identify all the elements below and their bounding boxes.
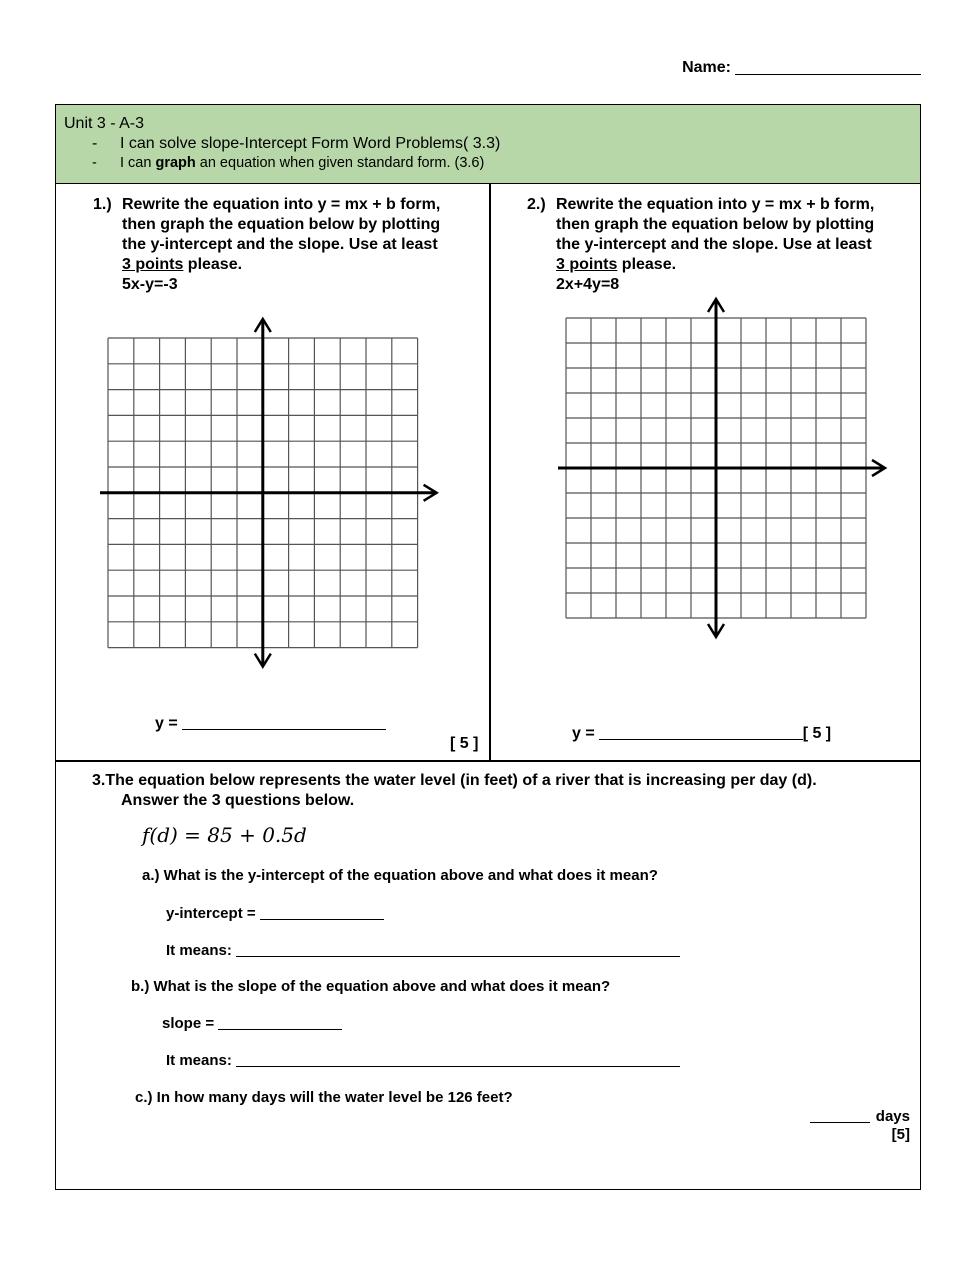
section-divider xyxy=(56,760,920,762)
problem-1-underline: 3 points xyxy=(122,256,184,273)
question-a: a.) What is the y-intercept of the equation above and what does it mean? xyxy=(142,867,658,884)
intercept-meaning-answer[interactable] xyxy=(166,942,680,959)
problem-2-line3: the y-intercept and the slope. Use at least xyxy=(556,236,872,253)
problem-2-line1: Rewrite the equation into y = mx + b form, xyxy=(556,196,875,213)
problem-1-answer-line[interactable] xyxy=(155,715,386,733)
grid-lines xyxy=(100,319,437,667)
objective-2-text xyxy=(120,155,484,171)
problem-1-y-label: y = xyxy=(155,715,178,732)
problem-1-number: 1.) xyxy=(93,196,112,213)
question-b: b.) What is the slope of the equation above and what does it mean? xyxy=(131,978,611,995)
problem-2-line2: then graph the equation below by plotting xyxy=(556,216,875,233)
problem-2-number: 2.) xyxy=(527,196,546,213)
problem-1-y-blank[interactable] xyxy=(182,715,386,730)
column-divider xyxy=(489,184,491,760)
objective-2-dash: - xyxy=(92,155,97,171)
problem-2-answer-line[interactable] xyxy=(572,725,831,743)
objective-2-suffix: an equation when given standard form. (3.6) xyxy=(195,155,485,171)
intercept-means-label: It means: xyxy=(166,942,232,959)
objective-2-bold: graph xyxy=(155,155,196,171)
y-intercept-label: y-intercept = xyxy=(166,905,256,922)
problem-1-line1: Rewrite the equation into y = mx + b form, xyxy=(122,196,441,213)
slope-answer[interactable] xyxy=(162,1015,342,1032)
problem-3-prompt xyxy=(92,771,817,811)
worksheet-frame xyxy=(55,104,921,1190)
y-intercept-blank[interactable] xyxy=(260,906,384,920)
slope-label: slope = xyxy=(162,1015,215,1032)
objective-2-prefix: I can xyxy=(120,155,156,171)
objective-1-text: I can solve slope-Intercept Form Word Problems( 3.3) xyxy=(120,135,501,152)
problem-3-line1: 3.The equation below represents the water level (in feet) of a river that is increasing per day (d). xyxy=(92,772,817,789)
problem-1-after-underline: please. xyxy=(183,256,243,273)
problem-2-points: [ 5 ] xyxy=(802,725,832,742)
problem-3-points: [5] xyxy=(891,1126,910,1143)
water-level-formula: f(d) = 85 + 0.5d xyxy=(142,823,307,847)
days-label: days xyxy=(875,1108,910,1125)
problem-2-y-blank[interactable] xyxy=(599,725,803,740)
intercept-means-blank[interactable] xyxy=(236,943,680,957)
grid-lines xyxy=(558,299,885,637)
problem-2-instructions xyxy=(556,195,916,295)
name-blank[interactable] xyxy=(735,58,921,75)
problem-2-underline: 3 points xyxy=(556,256,618,273)
problem-1-points: [ 5 ] xyxy=(450,735,479,752)
unit-title: Unit 3 - A-3 xyxy=(64,115,145,132)
days-answer[interactable] xyxy=(810,1108,910,1144)
problem-2-equation: 2x+4y=8 xyxy=(556,276,620,293)
y-intercept-answer[interactable] xyxy=(166,905,384,922)
problem-2-graph-grid[interactable] xyxy=(554,293,899,643)
slope-means-label: It means: xyxy=(166,1052,232,1069)
problem-3-line2: Answer the 3 questions below. xyxy=(121,792,355,809)
days-blank[interactable] xyxy=(810,1109,870,1123)
problem-1-line2: then graph the equation below by plotting xyxy=(122,216,441,233)
slope-blank[interactable] xyxy=(218,1016,342,1030)
problem-1-equation: 5x-y=-3 xyxy=(122,276,178,293)
name-label: Name: xyxy=(682,59,731,76)
problem-2-y-label: y = xyxy=(572,725,595,742)
question-c: c.) In how many days will the water level be 126 feet? xyxy=(135,1089,513,1106)
learning-target-header xyxy=(56,105,920,184)
problem-2-after-underline: please. xyxy=(617,256,677,273)
slope-means-blank[interactable] xyxy=(236,1053,680,1067)
slope-meaning-answer[interactable] xyxy=(166,1052,680,1069)
problem-1-instructions xyxy=(122,195,482,295)
problem-1-line3: the y-intercept and the slope. Use at least xyxy=(122,236,438,253)
objective-1-dash: - xyxy=(92,135,98,152)
problem-1-graph-grid[interactable] xyxy=(96,310,441,670)
student-name-field[interactable] xyxy=(682,58,921,77)
